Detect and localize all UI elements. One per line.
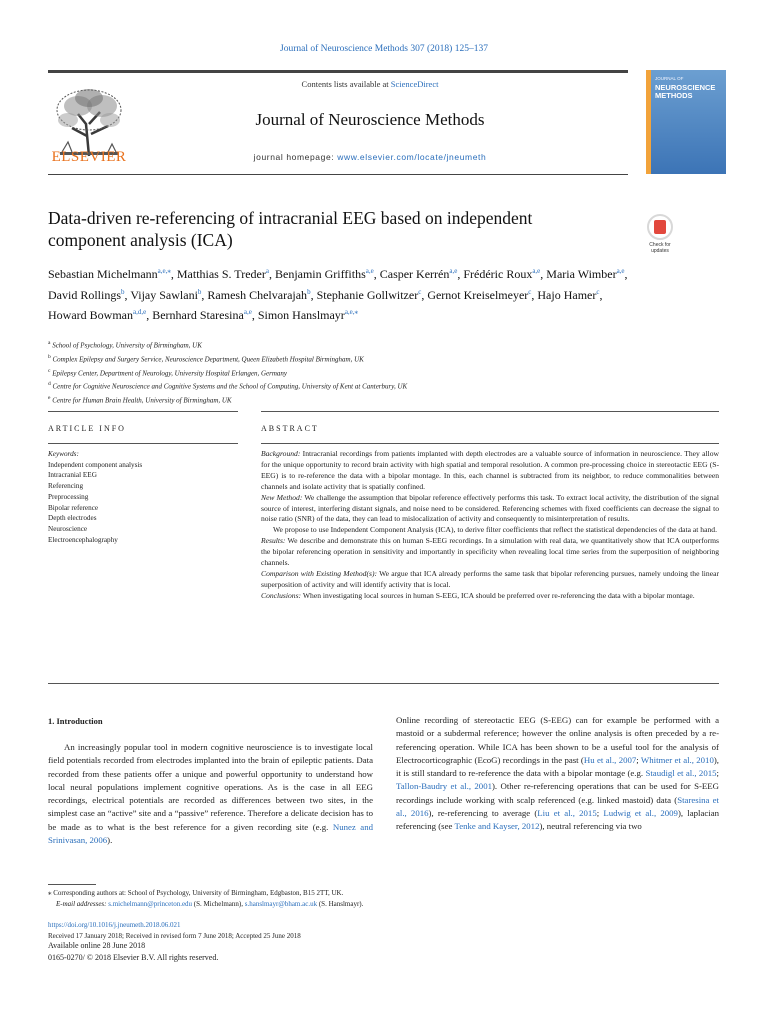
keyword-item: Referencing — [48, 482, 84, 491]
author-affiliation-marker[interactable]: c — [596, 287, 600, 296]
cover-title: NEUROSCIENCE METHODS — [655, 83, 716, 100]
corresponding-author-footnote — [48, 888, 648, 909]
author-name[interactable]: Maria Wimber — [546, 267, 617, 281]
received-dates: Received 17 January 2018; Received in revised form 7 June 2018; Accepted 25 June 2018 — [48, 932, 301, 940]
abstract-rule — [261, 411, 719, 412]
footnote-corresponding — [48, 888, 648, 899]
affiliation-text: School of Psychology, University of Birmingham, UK — [52, 341, 202, 350]
article-info-subrule — [48, 443, 238, 444]
doi-link[interactable]: https://doi.org/10.1016/j.jneumeth.2018.06.021 — [48, 921, 181, 929]
paper-title-line-2: component analysis (ICA) — [48, 230, 233, 250]
author-name[interactable]: Stephanie Gollwitzer — [316, 287, 419, 302]
available-online: Available online 28 June 2018 — [48, 941, 146, 950]
contents-line — [140, 79, 600, 89]
abstract-heading: ABSTRACT — [261, 424, 319, 433]
journal-cover-image[interactable] — [646, 70, 726, 174]
journal-homepage — [140, 152, 600, 162]
footnote-text: Corresponding authors at: School of Psychology, University of Birmingham, Edgbaston, B15 2TT, UK. — [51, 889, 344, 897]
abstract-label: Comparison with Existing Method(s): — [261, 568, 377, 578]
abstract-bottom-rule — [48, 683, 719, 684]
copyright-line: 0165-0270/ © 2018 Elsevier B.V. All rights reserved. — [48, 953, 219, 962]
author-affiliation-marker[interactable]: a,e — [243, 308, 252, 316]
body-text: ). Other re-referencing operations that can be used for S-EEG recordings include working with scalp referenced (e.g. linked mastoid) data ( — [396, 781, 719, 805]
author-separator: , — [124, 287, 128, 302]
body-text: ), neutral referencing via two — [539, 821, 642, 832]
author-list — [48, 263, 648, 325]
affiliation-item — [48, 352, 668, 366]
affiliation-text: Centre for Human Brain Health, University of Birmingham, UK — [52, 396, 232, 405]
author-name[interactable]: Hajo Hamer — [537, 287, 597, 302]
author-affiliation-marker[interactable]: c — [528, 287, 532, 296]
sciencedirect-link[interactable]: ScienceDirect — [390, 79, 439, 89]
author-name[interactable]: Ramesh Chelvarajah — [207, 287, 308, 302]
article-info-rule — [48, 411, 238, 412]
author-affiliation-marker[interactable]: a,d,e — [132, 308, 147, 316]
author-affiliation-marker[interactable]: a,e,⁎ — [344, 308, 359, 316]
author-separator: , — [146, 308, 150, 322]
header-top-rule — [48, 70, 628, 73]
publisher-name: ELSEVIER — [51, 149, 127, 165]
keyword-item: Bipolar reference — [48, 503, 99, 512]
keyword-item: Electroencephalography — [48, 535, 118, 544]
abstract-subrule — [261, 443, 719, 444]
author-separator: , — [310, 287, 314, 302]
abstract-conclusions-text: When investigating local sources in human S-EEG, ICA should be preferred over re-referencing the data with a bipolar montage. — [301, 590, 695, 600]
citation-link[interactable]: Ludwig et al., 2009 — [603, 808, 678, 819]
footnote-emails — [48, 899, 648, 910]
paper-title-line-1: Data-driven re-referencing of intracranial EEG based on independent — [48, 208, 533, 228]
citation-link[interactable]: Staudigl et al., 2015 — [645, 768, 717, 779]
check-updates-line-2: updates — [651, 248, 669, 254]
author-separator: , — [599, 287, 603, 302]
author-separator: , — [268, 267, 272, 281]
author-separator: , — [251, 308, 255, 322]
contents-prefix: Contents lists available at — [301, 79, 391, 89]
affiliation-key: e — [48, 395, 51, 402]
author-separator: , — [421, 287, 425, 302]
body-text: ; — [596, 808, 604, 819]
affiliation-key: b — [48, 353, 51, 360]
body-text: ). — [107, 835, 113, 846]
body-text: ), re-referencing to average ( — [428, 808, 538, 819]
affiliation-item — [48, 379, 668, 393]
author-name[interactable]: David Rollings — [48, 287, 122, 302]
author-name[interactable]: Gernot Kreiselmeyer — [427, 287, 529, 302]
introduction-heading: 1. Introduction — [48, 716, 103, 726]
abstract-propose: We propose to use Independent Component Analysis (ICA), to derive filter coefficients that reflect the statistical dependencies of the data at hand. — [273, 525, 717, 535]
paper-title — [48, 207, 608, 251]
cover-small-text: JOURNAL OF — [655, 76, 684, 81]
check-updates-label — [640, 242, 680, 254]
author-affiliation-marker[interactable]: b — [197, 287, 202, 296]
body-text: ), it is still standard to re-reference the data with a bipolar montage (e.g. — [396, 754, 719, 779]
author-affiliation-marker[interactable]: c — [418, 287, 422, 296]
author-affiliation-marker[interactable]: a — [265, 267, 269, 275]
check-updates-line-1: Check for — [649, 242, 671, 248]
author-affiliation-marker[interactable]: a,e — [616, 267, 625, 275]
affiliation-text: Centre for Cognitive Neuroscience and Cognitive Systems and the School of Computing, University of Kent at Canterbury, UK — [52, 382, 408, 391]
check-for-updates-button[interactable] — [640, 214, 680, 256]
abstract-background-text: Intracranial recordings from patients implanted with depth electrodes are a valuable source of information in neuroscience. They allow for the unique opportunity to record brain activity with high spatial and temporal resolution. A common pre-processing choice in stereotactic EEG (S-EEG) is to re-reference the data with a bipolar montage. In this, each channel is subtracted from its neighbor, to reduce commonalities between channels and isolate activity that is spatially confined. — [261, 449, 719, 491]
body-text: Online recording of stereotactic EEG (S-EEG) can for example be performed with a mastoid or a subdermal reference; however the online analysis is often preceded by a re-referencing operation. While ICA has been shown to be a useful tool for the analysis of Electrocorticographic (EcoG) recordings in the past ( — [396, 715, 719, 765]
citation-link[interactable]: Staresina et al., 2016 — [396, 794, 720, 819]
intro-left-column — [48, 741, 373, 847]
intro-paragraph-1 — [48, 741, 373, 847]
affiliation-text: Epilepsy Center, Department of Neurology, University Hospital Erlangen, Germany — [52, 368, 287, 377]
email-owner: (S. Hanslmayr). — [317, 899, 364, 908]
header-bottom-rule — [48, 174, 628, 175]
author-name[interactable]: Vijay Sawlani — [130, 287, 198, 302]
body-text: ), laplacian referencing (see — [396, 808, 720, 832]
keyword-item: Depth electrodes — [48, 514, 97, 523]
cover-stripe — [646, 70, 651, 174]
author-affiliation-marker[interactable]: b — [307, 287, 311, 296]
keyword-item: Neuroscience — [48, 524, 88, 533]
author-affiliation-marker[interactable]: a,e — [532, 267, 541, 275]
abstract-method-text: We challenge the assumption that bipolar reference effectively performs this task. To extract local activity, the distribution of the signal source of interest, interfering distant signals, and noise need to be considered. Referencing schemes with fixed coefficients can decrease the signal to noise ratio (SNR) of the data, they can lead to mislocalization of activity and consequently to misinterpretation of results. — [261, 492, 720, 524]
body-text: An increasingly popular tool in modern cognitive neuroscience is to investigate local field potentials recorded from electrodes implanted into the brain of epileptic patients. Data recorded from these patients offer a unique and powerful opportunity to understand how local neural populations implement cognitive operations. As is the case in all EEG recordings, electrical potentials are recorded as differences between two sites, in the simplest case an “active” site and a “passive” reference. Therefore a delicate decision has to be made as to what is the best reference for a given recording site (e.g. — [48, 742, 373, 832]
author-name[interactable]: Bernhard Staresina — [152, 308, 244, 322]
author-name[interactable]: Simon Hanslmayr — [257, 308, 345, 322]
citation-link[interactable]: Tallon-Baudry et al., 2001 — [396, 781, 492, 792]
author-affiliation-marker[interactable]: a,e — [449, 267, 458, 275]
author-affiliation-marker[interactable]: b — [121, 287, 125, 296]
intro-right-column — [396, 714, 719, 834]
check-updates-icon — [647, 214, 673, 240]
article-info-heading: ARTICLE INFO — [48, 424, 126, 433]
author-name[interactable]: Casper Kerrén — [379, 267, 450, 281]
abstract-label: New Method: — [261, 492, 303, 502]
footnote-rule — [48, 884, 96, 885]
author-separator: , — [373, 267, 377, 281]
keywords-heading: Keywords: — [48, 450, 79, 458]
author-affiliation-marker[interactable]: a,e,⁎ — [157, 267, 171, 275]
affiliation-key: a — [48, 340, 51, 346]
author-name[interactable]: Howard Bowman — [48, 308, 133, 322]
affiliation-item — [48, 393, 668, 407]
author-affiliation-marker[interactable]: a,e — [365, 267, 374, 275]
homepage-link[interactable]: www.elsevier.com/locate/jneumeth — [337, 152, 487, 162]
journal-header — [48, 70, 720, 178]
affiliation-text: Complex Epilepsy and Surgery Service, Neuroscience Department, Queen Elizabeth Hospital Birmingham, UK — [52, 355, 364, 364]
journal-title: Journal of Neuroscience Methods — [255, 110, 485, 129]
keyword-list — [48, 460, 238, 546]
abstract-method — [261, 493, 719, 526]
email-label: E-mail addresses: — [56, 899, 107, 908]
author-name[interactable]: Frédéric Roux — [463, 267, 533, 281]
affiliation-key: d — [48, 381, 51, 388]
abstract-results-text: We describe and demonstrate this on human S-EEG recordings. In a simulation with real data, we quantitatively show that ICA outperforms the bipolar referencing operation in sensitivity and importantly in specificity when revealing local time series from the superposition of neighboring channels. — [261, 536, 719, 568]
keyword-item: Preprocessing — [48, 492, 89, 501]
footnote-star: ⁎ — [48, 889, 52, 897]
abstract-conclusions — [261, 591, 719, 602]
affiliation-item — [48, 338, 668, 352]
author-separator: , — [457, 267, 461, 281]
citation-link[interactable]: Whitmer et al., 2010 — [640, 754, 714, 765]
author-name[interactable]: Benjamin Griffiths — [274, 267, 366, 281]
keyword-item: Intracranial EEG — [48, 471, 97, 480]
email-link-michelmann[interactable]: s.michelmann@princeton.edu — [108, 899, 193, 908]
abstract-text — [261, 449, 719, 602]
abstract-comparison-text: We argue that ICA already performs the same task that bipolar referencing pursues, namely undoing the linear superposition of activity and will identify activity that is local. — [261, 568, 719, 589]
abstract-background — [261, 449, 719, 493]
keywords-block — [48, 449, 238, 545]
author-name[interactable]: Sebastian Michelmann — [48, 267, 158, 281]
body-text: ; — [636, 754, 641, 765]
author-separator: , — [540, 267, 544, 281]
author-separator: , — [170, 267, 174, 281]
affiliations — [48, 338, 668, 407]
author-separator: , — [624, 267, 628, 281]
affiliation-item — [48, 366, 668, 380]
affiliation-key: c — [48, 367, 51, 374]
citation-link[interactable]: Nunez and Srinivasan, 2006 — [48, 821, 374, 846]
abstract-label: Background: — [261, 449, 301, 458]
citation-link[interactable]: Hu et al., 2007 — [583, 754, 637, 765]
abstract-label: Conclusions: — [261, 590, 302, 600]
body-text: ; — [716, 768, 719, 779]
keyword-item: Independent component analysis — [48, 460, 143, 469]
author-separator: , — [531, 287, 535, 302]
abstract-comparison — [261, 569, 719, 591]
intro-paragraph-2 — [396, 714, 719, 834]
abstract-label: Results: — [261, 536, 286, 546]
author-name[interactable]: Matthias S. Treder — [176, 267, 266, 281]
author-separator: , — [201, 287, 205, 302]
journal-reference[interactable]: Journal of Neuroscience Methods 307 (2018) 125–137 — [280, 44, 488, 54]
citation-link[interactable]: Tenke and Kayser, 2012 — [454, 821, 540, 832]
email-link-hanslmayr[interactable]: s.hanslmayr@bham.ac.uk — [244, 899, 318, 908]
homepage-prefix: journal homepage: — [253, 152, 338, 162]
abstract-results — [261, 536, 719, 569]
email-owner: (S. Michelmann), — [192, 899, 245, 908]
citation-link[interactable]: Liu et al., 2015 — [537, 808, 597, 819]
